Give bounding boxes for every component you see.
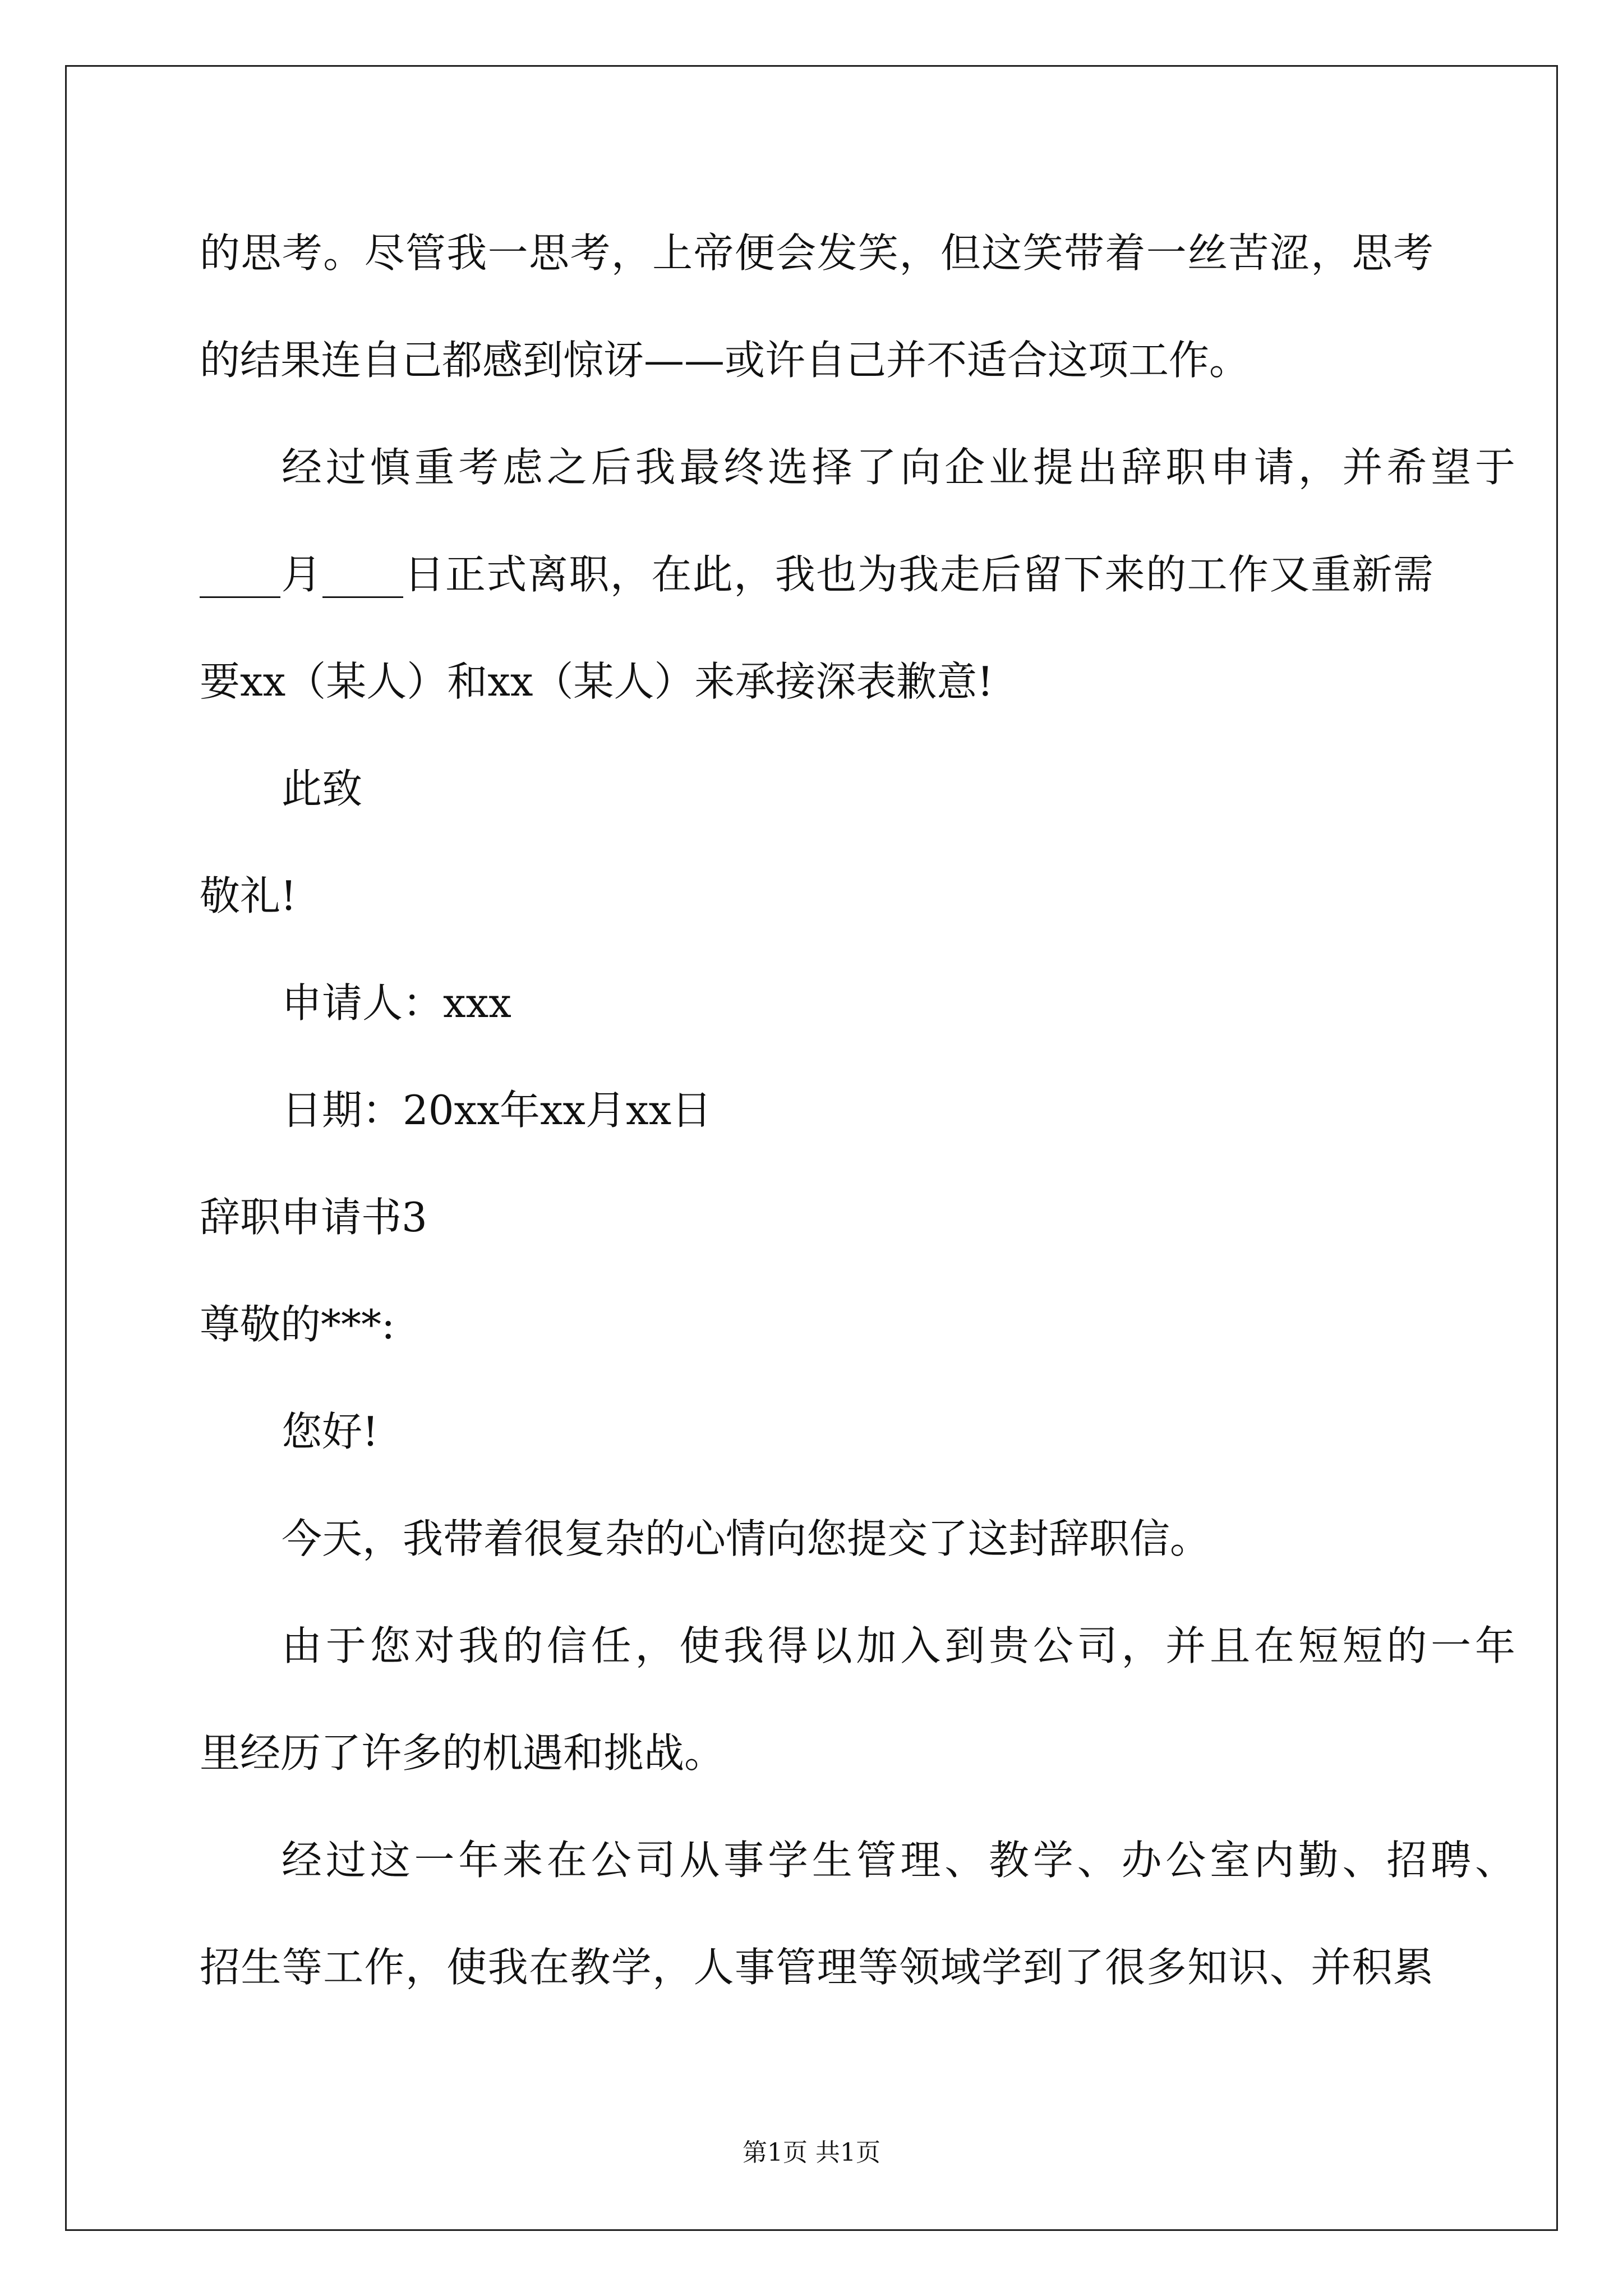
page-number-footer: 第1页 共1页 xyxy=(743,2138,880,2167)
text-line-16: 经过这一年来在公司从事学生管理、教学、办公室内勤、招聘、 xyxy=(282,1837,1515,1884)
closing-salutation: 此致 xyxy=(282,765,363,812)
text-line-17: 招生等工作，使我在教学，人事管理等领域学到了很多知识、并积累 xyxy=(200,1944,1433,1991)
closing-regards: 敬礼! xyxy=(200,872,297,919)
text-line-3: 经过慎重考虑之后我最终选择了向企业提出辞职申请，并希望于 xyxy=(282,444,1515,491)
greeting-recipient: 尊敬的***: xyxy=(200,1301,395,1348)
text-line-1: 的思考。尽管我一思考，上帝便会发笑，但这笑带着一丝苦涩，思考 xyxy=(200,229,1433,277)
section-title: 辞职申请书3 xyxy=(200,1194,427,1241)
text-line-4: ____月____日正式离职，在此，我也为我走后留下来的工作又重新需 xyxy=(200,551,1433,598)
text-line-15: 里经历了许多的机遇和挑战。 xyxy=(200,1729,725,1777)
date-line: 日期：20xx年xx月xx日 xyxy=(282,1087,712,1134)
text-line-14: 由于您对我的信任，使我得以加入到贵公司，并且在短短的一年 xyxy=(282,1622,1515,1669)
text-line-5: 要xx（某人）和xx（某人）来承接深表歉意! xyxy=(200,658,994,705)
text-line-13: 今天，我带着很复杂的心情向您提交了这封辞职信。 xyxy=(282,1515,1211,1562)
text-line-2: 的结果连自己都感到惊讶——或许自己并不适合这项工作。 xyxy=(200,337,1250,384)
applicant-line: 申请人：xxx xyxy=(282,979,511,1027)
greeting-hello: 您好! xyxy=(282,1408,379,1455)
document-body xyxy=(200,200,1515,2021)
